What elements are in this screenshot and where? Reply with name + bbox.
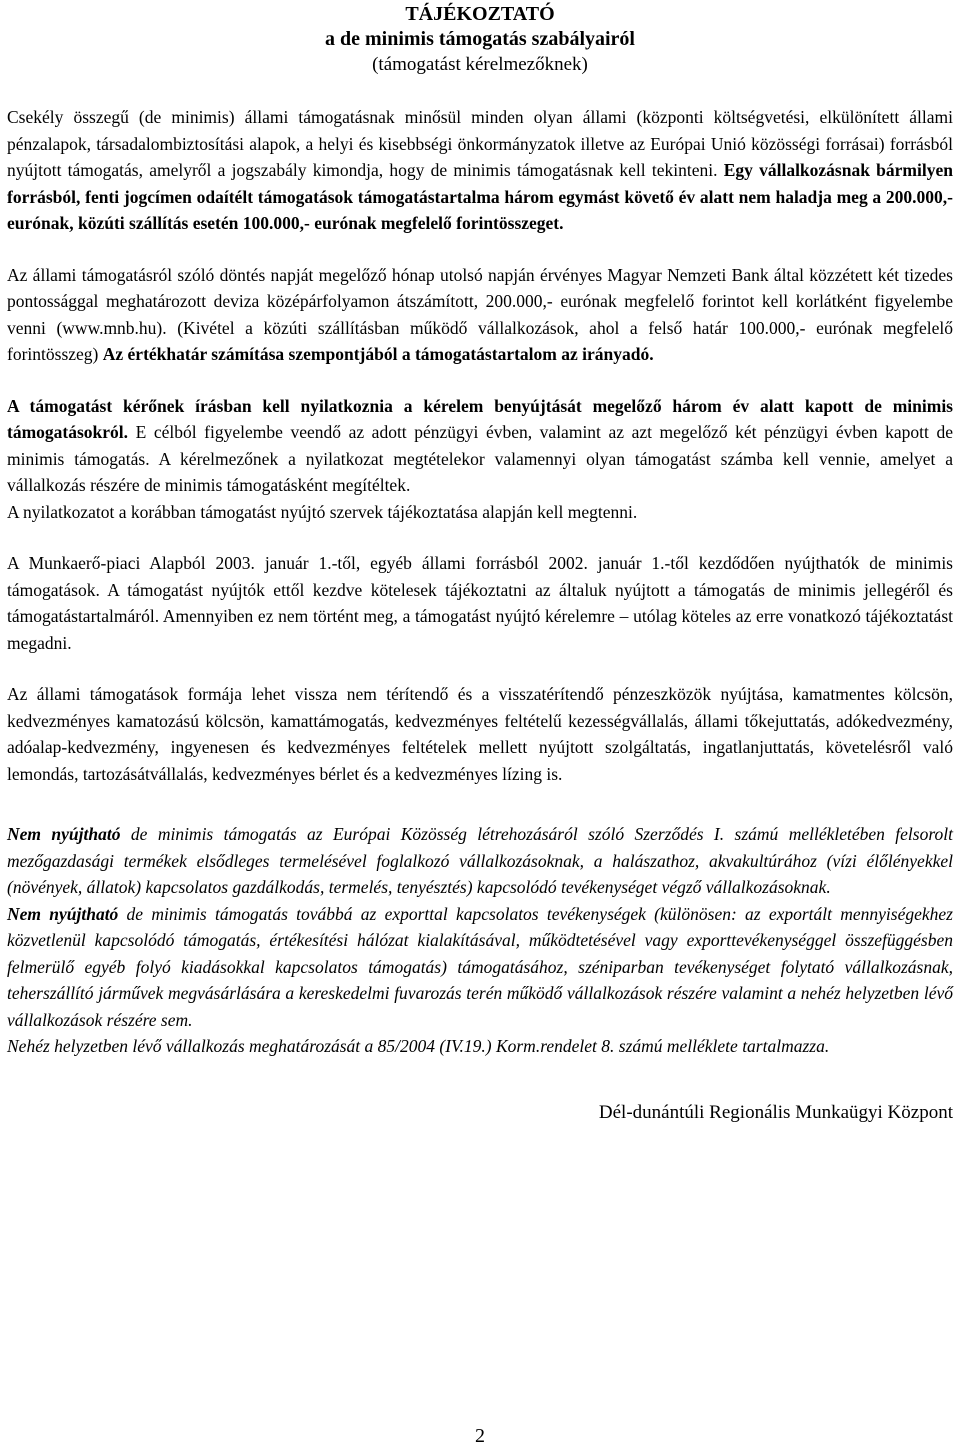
document-audience-note: (támogatást kérelmezőknek)	[372, 54, 588, 75]
exclusion-agriculture-label: Nem nyújtható	[7, 824, 121, 844]
paragraph-support-forms: Az állami támogatások formája lehet vissza nem térítendő és a visszatérítendő pénzeszközök nyújtása, kamatmentes kölcsön, kedvezményes kamatozású kölcsön, kamattámogatás, kedvezményes feltételű kezességvállalás, állami tőkejuttatás, adókedvezmény, adóalap-kedvezmény, ingyenesen és kedvezményes feltételek mellett nyújtott szolgáltatás, ingatlanjuttatás, követelésről való lemondás, tartozásátvállalás, kedvezményes bérlet és a kedvezményes lízing is.	[7, 684, 953, 784]
paragraph-declaration-text: E célból figyelembe veendő az adott pénzügyi évben, valamint az azt megelőző két pénzügyi évben kapott de minimis támogatás. A kérelmezőnek a nyilatkozat megtételekor valamennyi olyan támogatást számba kell vennie, amelyet a vállalkozás részére de minimis támogatásként megítéltek.	[7, 422, 953, 495]
paragraph-definition-limit: Egy vállalkozásnak bármilyen forrásból, fenti jogcímen odaítélt támogatások támogatástartalma három egymást követő év alatt nem haladja meg a 200.000,- eurónak, közúti szállítás esetén 100.000,- eurónak megfelelő forintösszeget.	[7, 160, 953, 233]
paragraph-difficulty-definition: Nehéz helyzetben lévő vállalkozás meghatározását a 85/2004 (IV.19.) Korm.rendelet 8. számú melléklete tartalmazza.	[7, 1036, 830, 1056]
paragraph-exclusion-agriculture	[7, 821, 953, 901]
paragraph-declaration-emphasis: A támogatást kérőnek írásban kell nyilatkoznia a kérelem benyújtását megelőző három év alatt kapott de minimis támogatásokról.	[7, 395, 953, 442]
paragraph-exchange-rate	[7, 262, 953, 368]
paragraph-definition	[7, 104, 953, 237]
document-header	[0, 2, 960, 77]
paragraph-start-dates: A Munkaerő-piaci Alapból 2003. január 1.-től, egyéb állami forrásból 2002. január 1.-től kezdődően nyújthatók de minimis támogatások. A támogatást nyújtók ettől kezdve kötelesek tájékoztatni az általuk nyújtott a támogatás de minimis jellegéről és támogatástartalmáról. Amennyiben ez nem történt meg, a támogatást nyújtó kérelemre – utólag köteles az erre vonatkozó tájékoztatást megadni.	[7, 553, 953, 653]
signature: Dél-dunántúli Regionális Munkaügyi Központ	[598, 1101, 953, 1123]
paragraph-exchange-rate-text: Az állami támogatásról szóló döntés napját megelőző hónap utolsó napján érvényes Magyar Nemzeti Bank által közzétett két tizedes pontossággal meghatározott deviza középárfolyamon átszámított, 200.000,- eurónak megfelelő forintot kell korlátként figyelembe venni (www.mnb.hu). (Kivétel a közúti szállításban működő vállalkozások, ahol a felső határ 100.000,- eurónak megfelelő forintösszeg)	[7, 264, 953, 364]
exclusion-export-label: Nem nyújtható	[7, 903, 119, 924]
exclusion-agriculture-text: de minimis támogatás az Európai Közösség létrehozásáról szóló Szerződés I. számú mellékletében felsorolt mezőgazdasági termékek elsődleges termelésével foglalkozó vállalkozásoknak, a halászathoz, akvakultúrához (vízi élőlényekkel (növények, állatok) kapcsolatos gazdálkodás, termelés, tenyésztés) kapcsolódó tevékenységet végző vállalkozásoknak.	[7, 824, 953, 897]
exclusion-export-text: de minimis támogatás továbbá az exporttal kapcsolatos tevékenységek (különösen: az exportált mennyiségekhez közvetlenül kapcsolódó támogatás, értékesítési hálózat kialakításával, működtetésével vagy exporttevékenységgel összefüggésben felmerülő egyéb folyó kiadásokkal kapcsolatos támogatás) támogatásához, széniparban tevékenységet folytató vállalkozásnak, teherszállító járművek megvásárlására a kereskedelmi fuvarozás terén működő vállalkozások részére valamint a nehéz helyzetben lévő vállalkozások részére sem.	[7, 903, 953, 1030]
document-subtitle: a de minimis támogatás szabályairól	[325, 28, 635, 50]
page-number: 2	[475, 1425, 485, 1447]
paragraph-declaration	[7, 393, 953, 499]
paragraph-definition-text: Csekély összegű (de minimis) állami támogatásnak minősül minden olyan állami (központi költségvetési, elkülönített állami pénzalapok, társadalombiztosítási alapok, a helyi és kisebbségi önkormányzatok illetve az Európai Unió közösségi forrásai) forrásból nyújtott támogatás, amelyről a jogszabály kimondja, hogy de minimis támogatásnak kell tekinteni.	[7, 107, 953, 180]
paragraph-exclusion-export	[7, 901, 953, 1034]
paragraph-exchange-rate-emphasis: Az értékhatár számítása szempontjából a támogatástartalom az irányadó.	[102, 344, 654, 364]
paragraph-declaration-basis: A nyilatkozatot a korábban támogatást nyújtó szervek tájékoztatása alapján kell megtenni.	[7, 501, 638, 522]
document-title: TÁJÉKOZTATÓ	[405, 3, 555, 25]
document-body	[7, 104, 953, 1126]
